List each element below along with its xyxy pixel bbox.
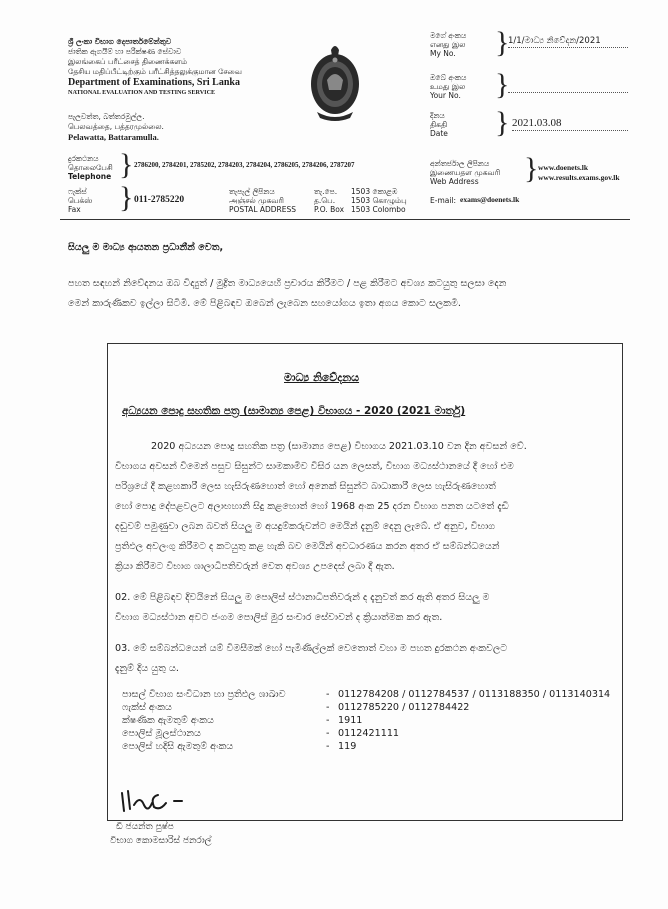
- contact-value: 1911: [338, 715, 363, 726]
- dept-name-sinhala: ශ්‍රී ලංකා විභාග දෙපාර්තමේන්තුව: [68, 37, 172, 46]
- date-label-si: දිනය: [430, 111, 445, 120]
- handwritten-signature-icon: [118, 787, 188, 815]
- dept-name-tamil: இலங்கைப் பரீட்சைத் திணைக்களம்: [68, 57, 188, 66]
- telephone-label-en: Telephone: [68, 172, 112, 181]
- address-sinhala: පැලවත්ත, බත්තරමුල්ල.: [68, 112, 145, 121]
- intro-line: පහත සඳහන් නිවේදනය ඔබ විද්‍යුත් / මුද්‍රිත මාධ්‍යයෙහි ප්‍රචාරය කිරීමට / පළ කිරීමට අවශ්‍ය කටයුතු සලසා දෙන: [68, 278, 507, 289]
- web-address-2[interactable]: www.results.exams.gov.lk: [538, 173, 620, 182]
- address-tamil: பெலவத்தை, பத்தரமுல்லை.: [68, 122, 164, 131]
- web-label-si: අන්තර්ජාල ලිපිනය: [430, 159, 490, 168]
- po-box-label-ta: த.பெ.: [314, 196, 336, 205]
- email-label: E-mail:: [430, 196, 457, 205]
- paragraph-1-line: පරිශ්‍රයේ දී කළහකාරී ලෙස හැසිරුණහොත් හෝ අනෙක් සිසුන්ට බාධාකාරී ලෙස හැසිරුණහොත්: [115, 481, 496, 492]
- contact-list: [122, 688, 617, 753]
- paragraph-3-line: 03. මේ සම්බන්ධයෙන් යම් විමසීමක් හෝ පැමිණිල්ලක් වෙතොත් වහා ම පහත දුරකථන අංකවලට: [115, 643, 508, 654]
- contact-row: ෆැක්ස් අංකය - 0112785220 / 0112784422: [122, 702, 470, 713]
- contact-label: ක්ෂණික ඇමතුම් අංකය: [122, 715, 214, 726]
- telephone-numbers: 2786200, 2784201, 2785202, 2784203, 2784204, 2786205, 2784206, 2787207: [134, 161, 355, 169]
- web-label-ta: இணையதள முகவரி: [430, 168, 501, 177]
- dept-name-english: Department of Examinations, Sri Lanka: [68, 77, 240, 88]
- your-no-label-si: ඔබේ අංකය: [430, 73, 467, 82]
- contact-label: පාසල් විභාග සංවිධාන හා ප්‍රතිඵල ශාඛාව: [122, 689, 286, 700]
- brace: }: [495, 106, 510, 139]
- postal-label-si: තැපැල් ලිපිනය: [229, 187, 275, 196]
- contact-label: ෆැක්ස් අංකය: [122, 702, 172, 713]
- paragraph-1-line: ප්‍රතිඵල අවලංගු කිරීමට ද කටයුතු කළ හැකි බව මෙයින් අවධාරණය කරන අතර ඒ සම්බන්ධයෙන්: [115, 541, 500, 552]
- my-no-label-ta: எனது இல: [430, 40, 466, 49]
- postal-label-en: POSTAL ADDRESS: [229, 205, 297, 214]
- po-box-label-en: P.O. Box: [314, 205, 345, 214]
- po-box-line-si: 1503 කොළඹ: [351, 187, 398, 196]
- fax-label-en: Fax: [68, 205, 81, 214]
- contact-label: පොලිස් මූලස්ථානය: [122, 728, 201, 739]
- brace: }: [119, 181, 134, 214]
- your-no-label-en: Your No.: [430, 91, 461, 100]
- brace: }: [495, 68, 510, 101]
- signatory-name: ඩී ජයන්ත පුෂ්ප: [116, 822, 174, 832]
- national-emblem-icon: [305, 42, 365, 122]
- notice-title: මාධ්‍ය නිවේදනය: [284, 371, 360, 384]
- letterhead-divider: [60, 219, 630, 220]
- salutation: සියලු ම මාධ්‍ය ආයතන ප්‍රධානීන් වෙත,: [68, 242, 224, 253]
- my-no-label-si: මගේ අංකය: [430, 31, 467, 40]
- contact-value: 119: [338, 741, 357, 752]
- fax-label-si: ෆැක්ස්: [68, 187, 87, 196]
- fax-number: 011-2785220: [134, 195, 185, 205]
- my-no-value: 1/1/මාධ්‍ය නිවේදන/2021: [508, 36, 628, 48]
- fax-label-ta: பெக்ஸ்: [68, 196, 93, 205]
- dept-subname-tamil: தேசிய மதிப்பீட்டிற்கும் பரீட்சித்தலுக்குமான சேவை: [68, 67, 242, 76]
- po-box-line-ta: 1503 கொழும்பு: [351, 196, 407, 205]
- po-box-line-en: 1503 Colombo: [351, 205, 406, 214]
- paragraph-1-line: විභාගය අවසන් වීමෙන් පසුව සිසුන්ට සාමකාමීව විසිර යන ලෙසත්, විභාග මධ්‍යස්ථානයේ දී හෝ එම: [115, 461, 514, 472]
- your-no-label-ta: உமது இல: [430, 82, 466, 91]
- paragraph-3-line: දැනුම් දිය යුතු ය.: [115, 663, 179, 674]
- contact-value: 0112784208 / 0112784537 / 0113188350 / 0113140314: [338, 689, 611, 700]
- contact-value: 0112785220 / 0112784422: [338, 702, 470, 713]
- web-address-1[interactable]: www.doenets.lk: [538, 163, 589, 172]
- paragraph-2-line: 02. මේ පිළිබඳව දිවයිනේ සියලු ම පොලිස් ස්ථානාධිපතිවරුන් ද දැනුවත් කර ඇති අතර සියලු ම: [115, 592, 490, 603]
- postal-label-ta: அஞ்சல் முகவரி: [229, 196, 284, 205]
- email-address[interactable]: exams@doenets.lk: [460, 195, 520, 204]
- telephone-label-ta: தொலைபேசி: [68, 163, 113, 172]
- contact-label: පොලිස් හදිසි ඇමතුම් අංකය: [122, 741, 234, 752]
- notice-subtitle: අධ්‍යයන පොදු සහතික පත්‍ර (සාමාන්‍ය පෙළ) විභාගය - 2020 (2021 මාර්තු): [122, 405, 466, 417]
- po-box-label-si: තැ.පෙ.: [314, 187, 338, 196]
- paragraph-1-line: හෝ පොදු දේපළවලට අලාභහානි සිදු කළහොත් හෝ 1968 අංක 25 දරන විභාග පනත යටතේ දැඩි: [115, 501, 509, 512]
- contact-row: ක්ෂණික ඇමතුම් අංකය - 1911: [122, 715, 363, 726]
- signatory-title: විභාග කොමසාරිස් ජනරාල්: [110, 836, 212, 846]
- web-label-en: Web Address: [430, 177, 479, 186]
- date-label-en: Date: [430, 129, 448, 138]
- paragraph-2-line: විභාග මධ්‍යස්ථාන අවට ජංගම පොලිස් මුර සංචාර සේවාවන් ද ක්‍රියාත්මක කර ඇත.: [115, 612, 443, 623]
- contact-row: පාසල් විභාග සංවිධාන හා ප්‍රතිඵල ශාඛාව - 0112784208 / 0112784537 / 0113188350 / 0113140314: [122, 689, 611, 700]
- brace: }: [524, 152, 539, 185]
- your-no-value: [508, 81, 628, 93]
- address-english: Pelawatta, Battaramulla.: [68, 132, 159, 142]
- telephone-label-si: දුරකථනය: [68, 154, 99, 163]
- intro-line: මෙන් කාරුණිකව ඉල්ලා සිටිමි. මේ පිළිබඳව ඔබෙන් ලැබෙන සහයෝගය ඉතා අගය කොට සලකමි.: [68, 298, 461, 309]
- my-no-label-en: My No.: [430, 49, 456, 58]
- dept-subname-sinhala: ජාතික ඇගයීම් හා පරීක්ෂණ සේවාව: [68, 47, 182, 56]
- contact-value: 0112421111: [338, 728, 400, 739]
- date-value: 2021.03.08: [512, 117, 628, 131]
- date-label-ta: திகதி: [430, 120, 448, 129]
- contact-row: පොලිස් මූලස්ථානය - 0112421111: [122, 728, 400, 739]
- paragraph-1-line: 2020 අධ්‍යයන පොදු සහතික පත්‍ර (සාමාන්‍ය පෙළ) විභාගය 2021.03.10 වන දින අවසන් වේ.: [151, 441, 527, 452]
- paragraph-1-line: දඬුවම් පමුණුවා ලබන බවත් සියලු ම අයදුම්කරුවන්ට මෙයින් දැනුම් දෙනු ලැබේ. ඒ අනුව, විභාග: [115, 521, 496, 532]
- dept-subname-english: NATIONAL EVALUATION AND TESTING SERVICE: [68, 89, 216, 96]
- brace: }: [119, 148, 134, 181]
- paragraph-1-line: ක්‍රියා කිරීමට විභාග ශාලාධිපතිවරුන් වෙත අවශ්‍ය උපදෙස් ලබා දී ඇත.: [115, 561, 395, 572]
- contact-row: පොලිස් හදිසි ඇමතුම් අංකය - 119: [122, 741, 357, 752]
- brace: }: [495, 26, 510, 59]
